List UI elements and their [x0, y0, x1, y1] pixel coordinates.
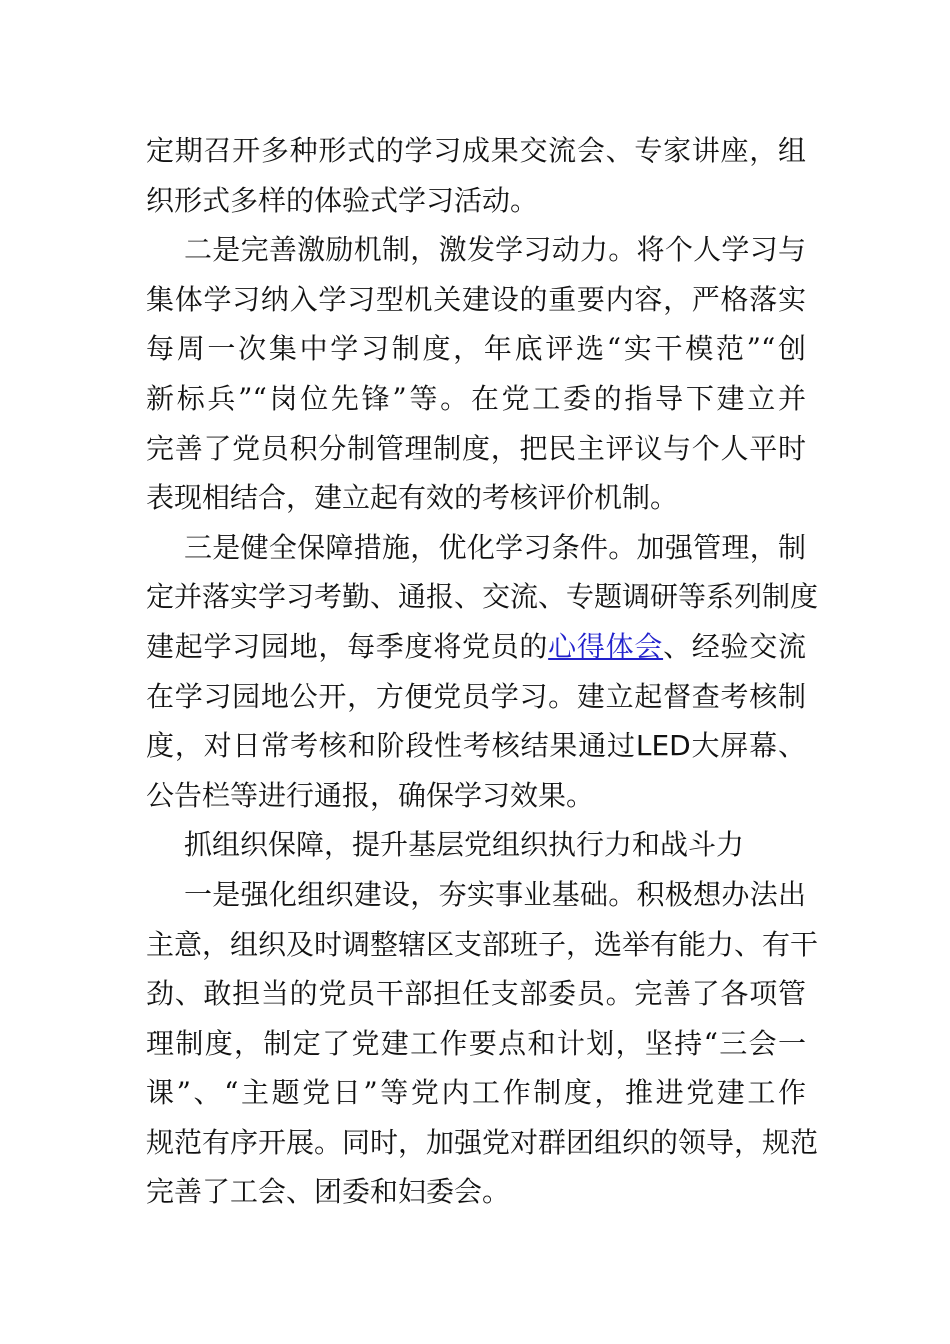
- document-page: [146, 126, 819, 1217]
- paragraph-line: [146, 622, 806, 672]
- paragraph-line: 完善了工会、团委和妇委会。: [146, 1175, 511, 1209]
- paragraph-line: 集体学习纳入学习型机关建设的重要内容，严格落实: [146, 282, 806, 316]
- paragraph-line: 定并落实学习考勤、通报、交流、专题调研等系列制度: [146, 580, 819, 614]
- paragraph-line: 完善了党员积分制管理制度，把民主评议与个人平时: [146, 431, 806, 465]
- paragraph-line: 定期召开多种形式的学习成果交流会、专家讲座，组: [146, 134, 806, 167]
- paragraph-line: 三是健全保障措施，优化学习条件。加强管理，制: [184, 530, 806, 564]
- paragraph-line: 公告栏等进行通报，确保学习效果。: [146, 778, 595, 812]
- paragraph-line: 新标兵”“岗位先锋”等。在党工委的指导下建立并: [146, 381, 806, 415]
- xinde-tihui-link[interactable]: 心得体会: [548, 629, 664, 663]
- line-text: 、经验交流: [663, 629, 806, 663]
- paragraph-line: 在学习园地公开，方便党员学习。建立起督查考核制: [146, 679, 806, 713]
- paragraph-line: 一是强化组织建设，夯实事业基础。积极想办法出: [184, 877, 806, 911]
- paragraph-line: 二是完善激励机制，激发学习动力。将个人学习与: [184, 233, 806, 267]
- paragraph-line: [146, 721, 806, 771]
- paragraph-line: 每周一次集中学习制度，年底评选“实干模范”“创: [146, 332, 806, 366]
- paragraph-line: 理制度，制定了党建工作要点和计划，坚持“三会一: [146, 1026, 806, 1060]
- paragraph-line: 课”、“主题党日”等党内工作制度，推进党建工作: [146, 1076, 806, 1110]
- line-text: LED: [635, 729, 691, 763]
- paragraph-line: 劲、敢担当的党员干部担任支部委员。完善了各项管: [146, 977, 806, 1011]
- section-heading: 抓组织保障，提升基层党组织执行力和战斗力: [184, 828, 745, 862]
- line-text: 建起学习园地，每季度将党员的: [146, 629, 549, 663]
- paragraph-line: 织形式多样的体验式学习活动。: [146, 183, 539, 217]
- paragraph-line: 规范有序开展。同时，加强党对群团组织的领导，规范: [146, 1125, 819, 1159]
- paragraph-line: 表现相结合，建立起有效的考核评价机制。: [146, 481, 679, 515]
- line-text: 度，对日常考核和阶段性考核结果通过: [146, 729, 636, 763]
- line-text: 大屏幕、: [690, 729, 806, 763]
- paragraph-line: 主意，组织及时调整辖区支部班子，选举有能力、有干: [146, 927, 819, 961]
